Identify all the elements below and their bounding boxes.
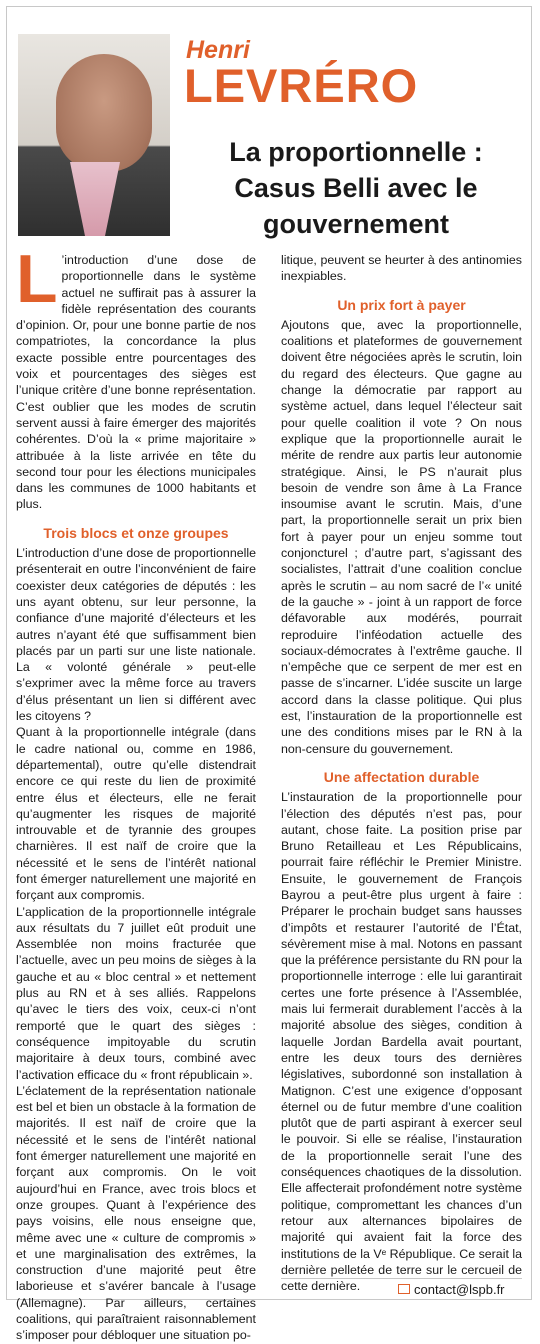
paragraph (16, 241, 256, 513)
footer-divider (281, 1278, 522, 1279)
contact-text: contact@lspb.fr (414, 1282, 505, 1297)
paragraph: L’introduction d’une dose de proportionnelle présenterait en outre l’inconvénient de faire coexister deux catégories de députés : les uns ayant obtenu, sur leur personne, la confiance d’une majorité d’électeurs et les autres n’ayant été que suffisamment bien placés par un parti sur une liste nationale. La « volonté générale » peut-elle s’exprimer avec la même force au travers d’élus présentant un lien si différent avec les citoyens ? (16, 546, 256, 724)
section-heading: Trois blocs et onze groupes (43, 524, 229, 541)
paragraph: Quant à la proportionnelle intégrale (dans le cadre national ou, comme en 1986, départemental), outre qu’elle distendrait encore ce qui reste du lien de proximité entre élus et électeurs, elle ne ferait qu’augmenter les risques de majorité introuvable et de tyrannie des groupes charnières. Il est naïf de croire que la nécessité et le sens de l’intérêt national font émerger naturellement une majorité en forçant aux compromis. (16, 725, 256, 903)
author-face (56, 54, 152, 172)
article-title (186, 134, 526, 242)
paragraph: litique, peuvent se heurter à des antinomies inexpiables. (281, 253, 522, 284)
paragraph: L’éclatement de la représentation nationale est bel et bien un obstacle à la formation de majorités. Il est naïf de croire que la nécessité et le sens de l’intérêt national font émerger naturellement une majorité en forçant aux compromis. On le voit aujourd’hui en France, avec trois blocs et onze groupes. Quant à l’expérience des pays voisins, elle nous enseigne que, même avec une « culture de compromis » et une marginalisation des extrêmes, la construction d’une majorité peut être laborieuse et s’avérer bancale à l’usage (Allemagne). Par ailleurs, certaines coalitions, qui paraîtraient raisonnablement s’imposer pour débloquer une situation po- (16, 1083, 256, 1343)
author-last-name: LEVRÉRO (184, 59, 419, 112)
author-shirt (70, 162, 120, 236)
contact-email[interactable] (398, 1282, 505, 1297)
paragraph-text: ’introduction d’une dose de proportionnelle dans le système actuel ne suffirait pas à assurer la fidèle représentation des courants d’opinion. Or, pour une bonne partie de nos compatriotes, la concordance la plus exacte possible entre pourcentages des voix et pourcentages des sièges est l’unique critère d’une bonne représentation. C’est oublier que les modes de scrutin servent aussi à faire émerger des majorités cohérentes. D’où la « prime majoritaire » attribuée à la liste arrivée en tête du second tour pour les élections municipales dans les communes de 1000 habitants et plus. (16, 253, 256, 512)
column-right (281, 252, 522, 1294)
drop-cap: L (16, 241, 58, 317)
paragraph: L’application de la proportionnelle intégrale aux résultats du 7 juillet eût produit une Assemblée non moins fracturée que l’actuelle, avec un peu moins de sièges à la gauche et au « bloc central » et nettement plus au RN et à ses alliés. Rappelons qu’avec le tiers des voix, ceux-ci n’ont remporté que le quart des sièges : conséquence impitoyable du scrutin majoritaire à deux tours, combiné avec l’activation efficace du « front républicain ». (16, 904, 256, 1082)
title-line: gouvernement (262, 209, 450, 239)
column-left (16, 241, 256, 1344)
paragraph: Ajoutons que, avec la proportionnelle, coalitions et plateformes de gouvernement doivent être négociées après le scrutin, loin du regard des électeurs. Que gagne au change la démocratie par rapport au système actuel, dans lequel l’électeur sait pour quelle coalition il vote ? On nous explique que la proportionnelle aurait le mérite de rendre aux partis leur autonomie stratégique. Ainsi, le PS n’aurait plus besoin de vendre son âme à La France insoumise avant le scrutin. Mais, d’une part, la proportionnelle serait un prix bien fort à payer pour un enjeu somme tout conjoncturel ; d’autre part, s’agissant des socialistes, l’attrait d’une coalition conclue après le scrutin – au nom sacré de l’« unité de la gauche » - joint à un rapport de force défavorable aux modérés, pourrait reproduire l’inféodation actuelle des sociaux-démocrates à l’extrême gauche. Il n’empêche que ce serpent de mer est en passe de s’incarner. L’idée suscite un large accord dans la classe politique. Qui plus est, l’instauration de la proportionnelle est une des conditions mises par le RN à la non-censure du gouvernement. (281, 317, 522, 756)
section-heading: Une affectation durable (323, 768, 480, 785)
title-line: La proportionnelle : (229, 137, 483, 167)
author-photo (18, 34, 170, 236)
mail-icon (398, 1284, 410, 1294)
author-first-name: Henri (186, 36, 250, 64)
title-line: Casus Belli avec le (234, 173, 478, 203)
paragraph: L’instauration de la proportionnelle pour l’élection des députés n’est pas, pour autant, chose faite. La position prise par Bruno Retailleau et Les Républicains, pourrait faire réfléchir le Premier Ministre. Ensuite, le gouvernement de François Bayrou a peut-être plus urgent à faire : Préparer le prochain budget sans hausses d’impôts et restaurer l’autorité de l’État, sévèrement mise à mal. Notons en passant que la préférence persistante du RN pour la proportionnelle interroge : elle lui garantirait certes une forte présence à l’Assemblée, mais lui fermerait durablement l’accès à la majorité absolue des sièges, condition à laquelle Jordan Bardella avait pourtant, entre les deux tours des dernières législatives, subordonné son installation à Matignon. C’est une exigence d’opposant éternel ou de futur membre d’une coalition plutôt que de parti aspirant à exercer seul le pouvoir. Si elle se réalise, l’instauration de la proportionnelle serait l’une des conséquences chaotiques de la dissolution. Elle affecterait profondément notre système politique, compromettant les chances d’un retour aux alternances bipolaires de majorité qui avaient fait la force des institutions de la Vᵉ République. Ce serait la dernière pelletée de terre sur le cercueil de cette dernière. (281, 790, 522, 1294)
section-heading: Un prix fort à payer (337, 296, 466, 313)
